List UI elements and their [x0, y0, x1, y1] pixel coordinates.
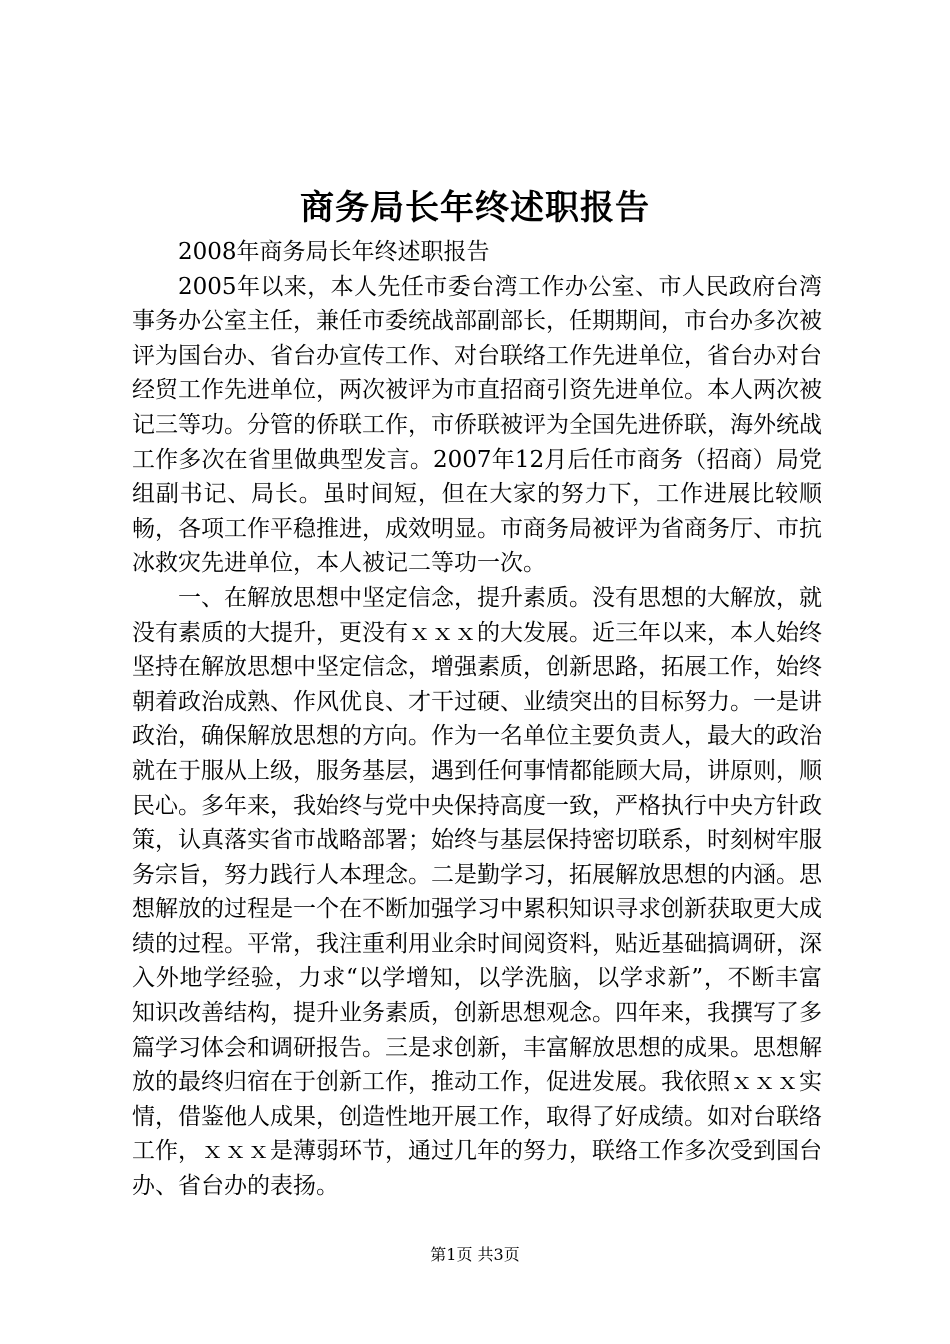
- document-subtitle-paragraph: 2008年商务局长年终述职报告: [178, 239, 490, 265]
- document-body: [132, 235, 822, 1204]
- body-paragraph-intro: 2005年以来，本人先任市委台湾工作办公室、市人民政府台湾事务办公室主任，兼任市委统战部副部长，任期期间，市台办多次被评为国台办、省台办宣传工作、对台联络工作先进单位，省台办对台经贸工作先进单位，两次被评为市直招商引资先进单位。本人两次被记三等功。分管的侨联工作，市侨联被评为全国先进侨联，海外统战工作多次在省里做典型发言。2007年12月后任市商务（招商）局党组副书记、局长。虽时间短，但在大家的努力下，工作进展比较顺畅，各项工作平稳推进，成效明显。市商务局被评为省商务厅、市抗冰救灾先进单位，本人被记二等功一次。: [132, 273, 822, 577]
- page-number-footer: 第1页 共3页: [430, 1245, 520, 1264]
- body-paragraph-section-one: 一、在解放思想中坚定信念，提升素质。没有思想的大解放，就没有素质的大提升，更没有ｘｘｘ的大发展。近三年以来，本人始终坚持在解放思想中坚定信念，增强素质，创新思路，拓展工作，始终朝着政治成熟、作风优良、才干过硬、业绩突出的目标努力。一是讲政治，确保解放思想的方向。作为一名单位主要负责人，最大的政治就在于服从上级，服务基层，遇到任何事情都能顾大局，讲原则，顺民心。多年来，我始终与党中央保持高度一致，严格执行中央方针政策，认真落实省市战略部署；始终与基层保持密切联系，时刻树牢服务宗旨，努力践行人本理念。二是勤学习，拓展解放思想的内涵。思想解放的过程是一个在不断加强学习中累积知识寻求创新获取更大成绩的过程。平常，我注重利用业余时间阅资料，贴近基础搞调研，深入外地学经验，力求“以学增知，以学洗脑，以学求新”，不断丰富知识改善结构，提升业务素质，创新思想观念。四年来，我撰写了多篇学习体会和调研报告。三是求创新，丰富解放思想的成果。思想解放的最终归宿在于创新工作，推动工作，促进发展。我依照ｘｘｘ实情，借鉴他人成果，创造性地开展工作，取得了好成绩。如对台联络工作，ｘｘｘ是薄弱环节，通过几年的努力，联络工作多次受到国台办、省台办的表扬。: [132, 584, 822, 1200]
- document-title: 商务局长年终述职报告: [300, 188, 650, 228]
